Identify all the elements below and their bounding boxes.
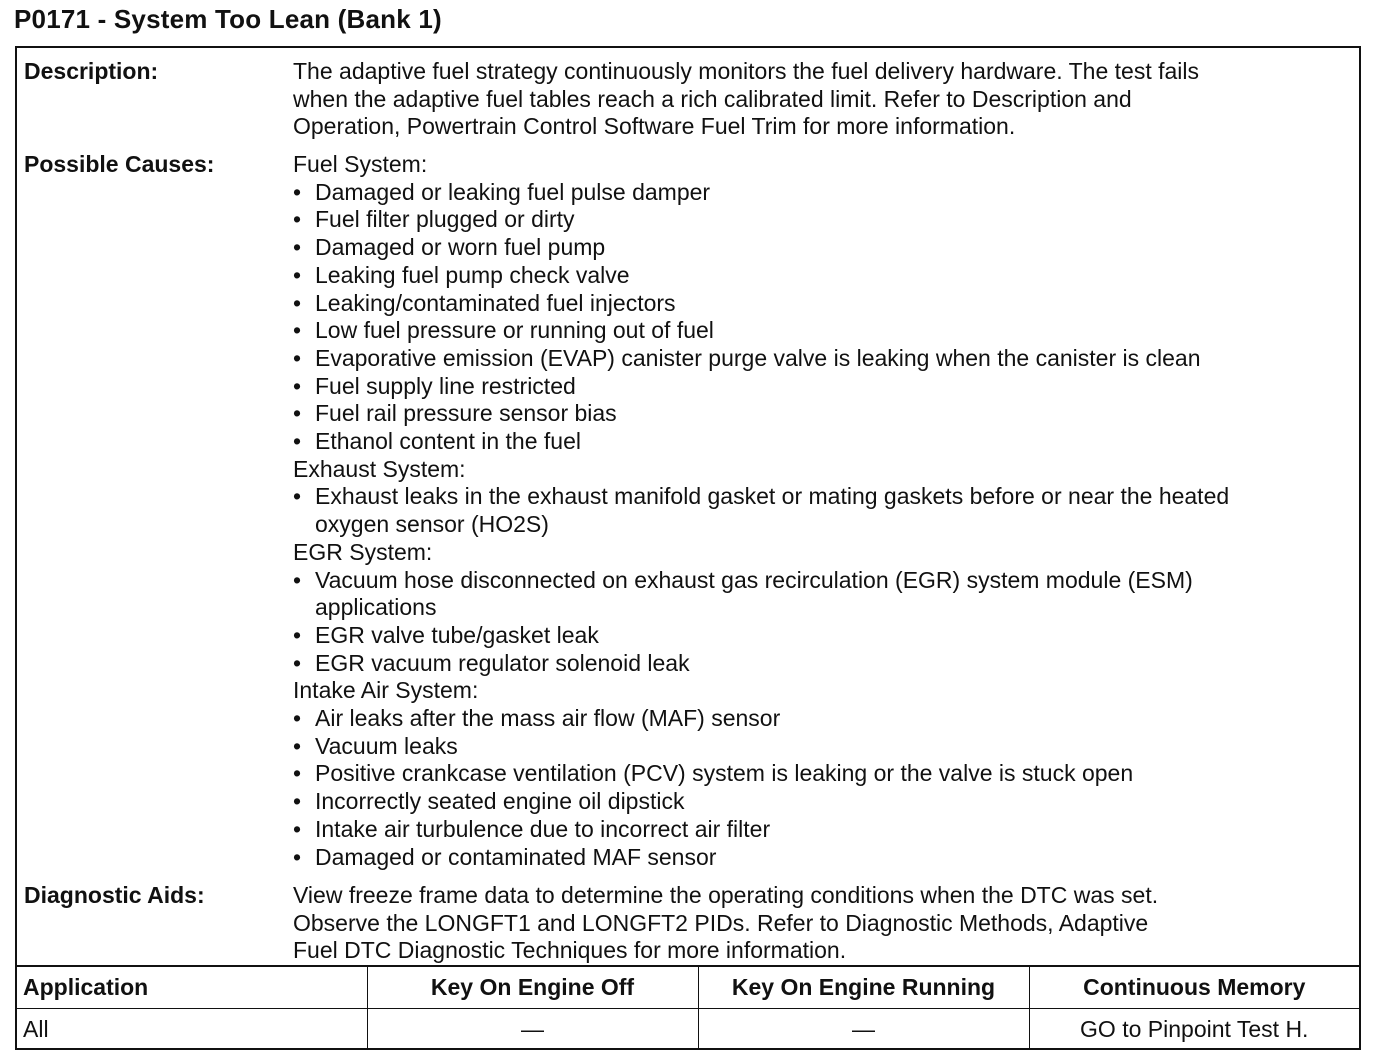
list-item-text: Fuel filter plugged or dirty [315, 206, 575, 233]
cause-group-heading: EGR System: [293, 538, 433, 565]
description-text [293, 58, 1339, 141]
list-item-text: Ethanol content in the fuel [315, 428, 581, 455]
possible-causes-list [293, 151, 1339, 871]
list-item-text: Positive crankcase ventilation (PCV) system is leaking or the valve is stuck open [315, 760, 1134, 787]
list-item-text: Exhaust leaks in the exhaust manifold gasket or mating gaskets before or near the heated [315, 483, 1230, 510]
bullet-icon: • [293, 843, 302, 870]
list-item [293, 428, 1339, 456]
bullet-icon: • [293, 344, 302, 371]
possible-causes-label: Possible Causes: [24, 151, 215, 177]
list-item [293, 290, 1339, 318]
list-item-text: Damaged or contaminated MAF sensor [315, 843, 717, 870]
list-item-text: applications [315, 594, 437, 621]
col-header-application: Application [17, 967, 367, 1009]
list-item-text: Damaged or leaking fuel pulse damper [315, 178, 711, 205]
bullet-icon: • [293, 178, 302, 205]
list-item-text: oxygen sensor (HO2S) [315, 511, 549, 538]
bullet-icon: • [293, 400, 302, 427]
list-item [293, 650, 1339, 678]
list-item [293, 567, 1339, 622]
bullet-icon: • [293, 760, 302, 787]
list-item [293, 483, 1339, 538]
cause-group-heading: Exhaust System: [293, 455, 466, 482]
cause-group-heading: Intake Air System: [293, 677, 479, 704]
list-item [293, 760, 1339, 788]
col-header-koer: Key On Engine Running [698, 967, 1029, 1009]
dtc-info-section [17, 48, 1359, 965]
text-line: Observe the LONGFT1 and LONGFT2 PIDs. Refer to Diagnostic Methods, Adaptive [293, 909, 1149, 936]
list-item [293, 373, 1339, 401]
list-item [293, 400, 1339, 428]
list-item [293, 206, 1339, 234]
bullet-icon: • [293, 815, 302, 842]
list-item-text: Vacuum leaks [315, 732, 458, 759]
list-item [293, 733, 1339, 761]
text-line: The adaptive fuel strategy continuously monitors the fuel delivery hardware. The test fails [293, 58, 1199, 84]
list-item-text: Vacuum hose disconnected on exhaust gas recirculation (EGR) system module (ESM) [315, 566, 1193, 593]
cell-koer: — [698, 1009, 1029, 1051]
bullet-icon: • [293, 206, 302, 233]
bullet-icon: • [293, 649, 302, 676]
cell-koeo: — [367, 1009, 698, 1051]
bullet-icon: • [293, 317, 302, 344]
text-line: when the adaptive fuel tables reach a rich calibrated limit. Refer to Description and [293, 85, 1132, 112]
text-line: Operation, Powertrain Control Software Fuel Trim for more information. [293, 113, 1016, 140]
table-header-row [17, 967, 1359, 1009]
bullet-icon: • [293, 289, 302, 316]
bullet-icon: • [293, 566, 302, 593]
col-header-continuous-memory: Continuous Memory [1029, 967, 1359, 1009]
bullet-icon: • [293, 372, 302, 399]
list-item-text: Low fuel pressure or running out of fuel [315, 317, 714, 344]
list-item-text: Leaking/contaminated fuel injectors [315, 289, 676, 316]
list-item [293, 234, 1339, 262]
list-item [293, 844, 1339, 872]
cell-continuous-memory: GO to Pinpoint Test H. [1029, 1009, 1359, 1051]
list-item [293, 816, 1339, 844]
cell-application: All [17, 1009, 367, 1051]
bullet-icon: • [293, 483, 302, 510]
bullet-icon: • [293, 621, 302, 648]
diagnostic-aids-label: Diagnostic Aids: [24, 882, 205, 908]
list-item [293, 317, 1339, 345]
list-item-text: Intake air turbulence due to incorrect air filter [315, 815, 771, 842]
list-item [293, 345, 1339, 373]
cause-group-heading: Fuel System: [293, 151, 428, 177]
list-item [293, 705, 1339, 733]
list-item [293, 622, 1339, 650]
bullet-icon: • [293, 705, 302, 732]
dtc-info-frame [15, 46, 1361, 1050]
col-header-koeo: Key On Engine Off [367, 967, 698, 1009]
list-item-text: Fuel supply line restricted [315, 372, 576, 399]
bullet-icon: • [293, 788, 302, 815]
bullet-icon: • [293, 234, 302, 261]
bullet-icon: • [293, 732, 302, 759]
bullet-icon: • [293, 428, 302, 455]
table-row [17, 1009, 1359, 1051]
list-item [293, 788, 1339, 816]
application-table [17, 965, 1359, 1048]
text-line: View freeze frame data to determine the operating conditions when the DTC was set. [293, 882, 1159, 908]
page-title: P0171 - System Too Lean (Bank 1) [14, 4, 442, 34]
list-item-text: Incorrectly seated engine oil dipstick [315, 788, 685, 815]
list-item-text: EGR valve tube/gasket leak [315, 621, 599, 648]
list-item [293, 262, 1339, 290]
list-item-text: Fuel rail pressure sensor bias [315, 400, 617, 427]
text-line: Fuel DTC Diagnostic Techniques for more information. [293, 937, 847, 964]
bullet-icon: • [293, 261, 302, 288]
list-item-text: Leaking fuel pump check valve [315, 261, 630, 288]
description-label: Description: [24, 58, 159, 84]
list-item-text: Air leaks after the mass air flow (MAF) sensor [315, 705, 781, 732]
list-item-text: EGR vacuum regulator solenoid leak [315, 649, 690, 676]
diagnostic-aids-text [293, 882, 1339, 965]
list-item-text: Evaporative emission (EVAP) canister purge valve is leaking when the canister is clean [315, 344, 1201, 371]
list-item-text: Damaged or worn fuel pump [315, 234, 606, 261]
list-item [293, 179, 1339, 207]
